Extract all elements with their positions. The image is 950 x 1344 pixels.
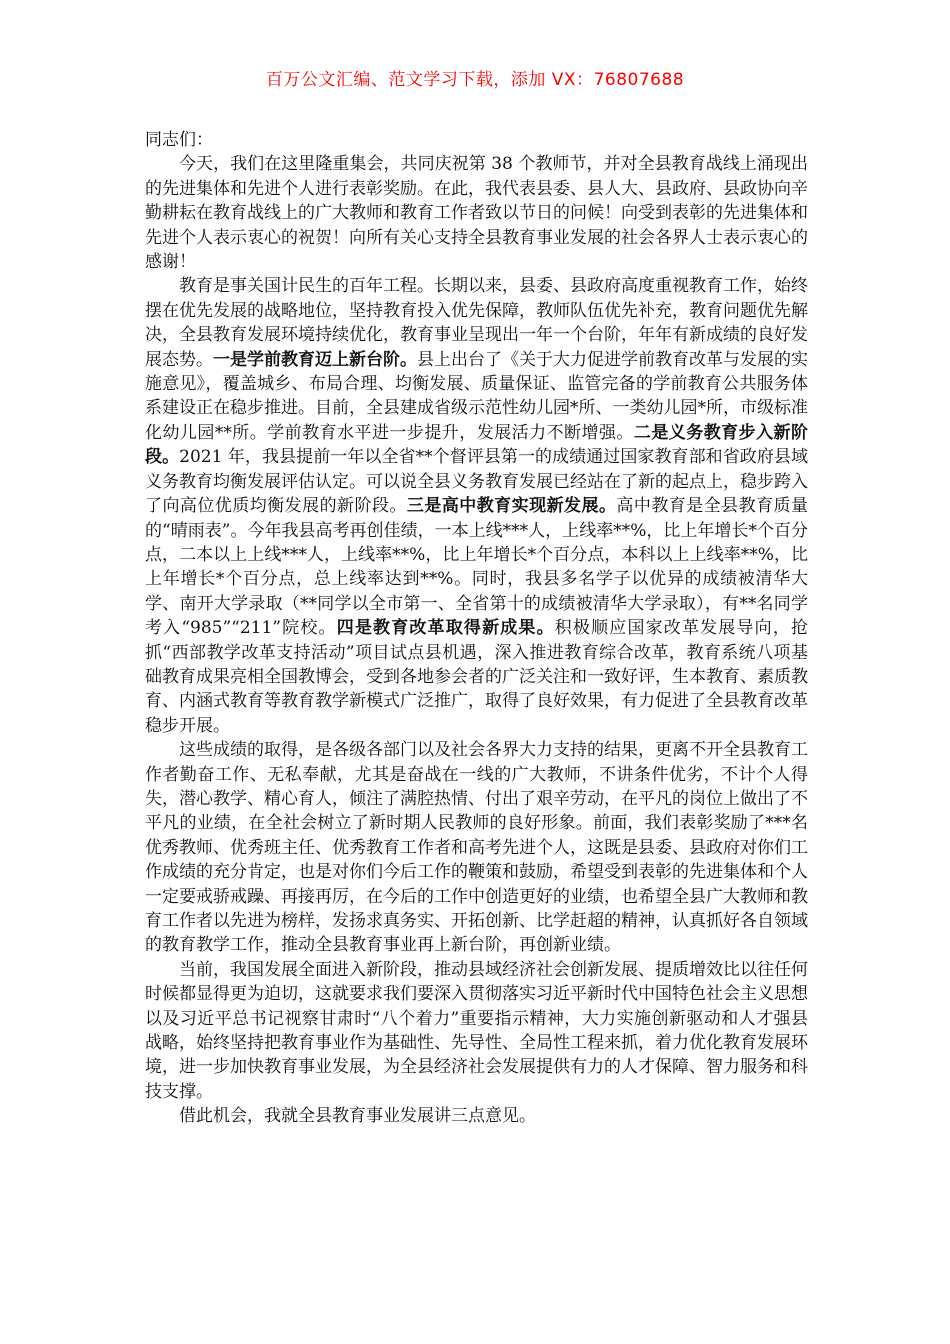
highlight-compulsory: 二是义务教育步入新阶段。: [145, 422, 809, 468]
text-compulsory: 2021 年，我县提前一年以全省**个督评县第一的成绩通过国家教育部和省政府县域义务教育均衡发展评估认定。可以说全县义务教育发展已经站在了新的起点上，稳步跨入了向高位优质均衡发展的新阶段。: [145, 447, 809, 517]
highlight-highschool: 三是高中教育实现新发展。: [406, 496, 617, 517]
text-reform: 积极顺应国家改革发展导向，抢抓“西部教学改革支持活动”项目试点县机遇，深入推进教育综合改革，教育系统八项基础教育成果亮相全国教博会，受到各地参会者的广泛关注和一致好评，生本教育、素质教育、内涵式教育等教育教学新模式广泛推广，取得了良好效果，有力促进了全县教育改革稳步开展。: [145, 618, 808, 736]
text-highschool: 高中教育是全县教育质量的“晴雨表”。今年我县高考再创佳绩，一本上线***人，上线率**%，比上年增长*个百分点，二本以上上线***人，上线率**%，比上年增长*个百分点，本科以上上线率**%，比上年增长*个百分点，总上线率达到**%。同时，我县多名学子以优异的成绩被清华大学、南开大学录取（**同学以全市第一、全省第十的成绩被清华大学录取），有**名同学考入“985”“211”院校。: [145, 496, 809, 639]
highlight-preschool: 一是学前教育迈上新台阶。: [213, 349, 417, 370]
achievements-intro: 教育是事关国计民生的百年工程。长期以来，县委、县政府高度重视教育工作，始终摆在优先发展的战略地位，坚持教育投入优先保障，教师队伍优先补充，教育问题优先解决，全县教育发展环境持续优化，教育事业呈现出一年一个台阶，年年有新成绩的良好发展态势。: [145, 276, 808, 370]
watermark-header: 百万公文汇编、范文学习下载，添加 VX：76807688: [265, 70, 685, 90]
paragraph-gratitude: 这些成绩的取得，是各级各部门以及社会各界大力支持的结果，更离不开全县教育工作者勤奋工作、无私奉献，尤其是奋战在一线的广大教师，不讲条件优劣，不计个人得失，潜心教学、精心育人，倾注了满腔热情、付出了艰辛劳动，在平凡的岗位上做出了不平凡的业绩，在全社会树立了新时期人民教师的良好形象。前面，我们表彰奖励了***名优秀教师、优秀班主任、优秀教育工作者和高考先进个人，这既是县委、县政府对你们工作成绩的充分肯定，也是对你们今后工作的鞭策和鼓励，希望受到表彰的先进集体和个人一定要戒骄戒躁、再接再厉，在今后的工作中创造更好的业绩，也希望全县广大教师和教育工作者以先进为榜样，发扬求真务实、开拓创新、比学赶超的精神，认真抓好各自领域的教育教学工作，推动全县教育事业再上新台阶，再创新业绩。: [145, 740, 808, 956]
salutation: 同志们：: [145, 130, 213, 150]
highlight-reform: 四是教育改革取得新成果。: [336, 618, 555, 639]
paragraph-opening: 今天，我们在这里隆重集会，共同庆祝第 38 个教师节，并对全县教育战线上涌现出的先进集体和先进个人进行表彰奖励。在此，我代表县委、县人大、县政府、县政协向辛勤耕耘在教育战线上的广大教师和教育工作者致以节日的问候！向受到表彰的先进集体和先进个人表示衷心的祝贺！向所有关心支持全县教育事业发展的社会各界人士表示衷心的感谢！: [145, 154, 808, 273]
paragraph-current-situation: 当前，我国发展全面进入新阶段，推动县域经济社会创新发展、提质增效比以往任何时候都显得更为迫切，这就要求我们要深入贯彻落实习近平新时代中国特色社会主义思想以及习近平总书记视察甘肃时“八个着力”重要指示精神，大力实施创新驱动和人才强县战略，始终坚持把教育事业作为基础性、先导性、全局性工程来抓，着力优化教育发展环境，进一步加快教育事业发展，为全县经济社会发展提供有力的人才保障、智力服务和科技支撑。: [145, 959, 808, 1102]
paragraph-transition: 借此机会，我就全县教育事业发展讲三点意见。: [179, 1106, 536, 1127]
document-body: [145, 128, 808, 1129]
text-preschool: 县上出台了《关于大力促进学前教育改革与发展的实施意见》，覆盖城乡、布局合理、均衡发展、质量保证、监管完备的学前教育公共服务体系建设正在稳步推进。目前，全县建成省级示范性幼儿园*所、一类幼儿园*所，市级标准化幼儿园**所。学前教育水平进一步提升，发展活力不断增强。: [145, 349, 808, 443]
paragraph-achievements: [145, 274, 808, 738]
